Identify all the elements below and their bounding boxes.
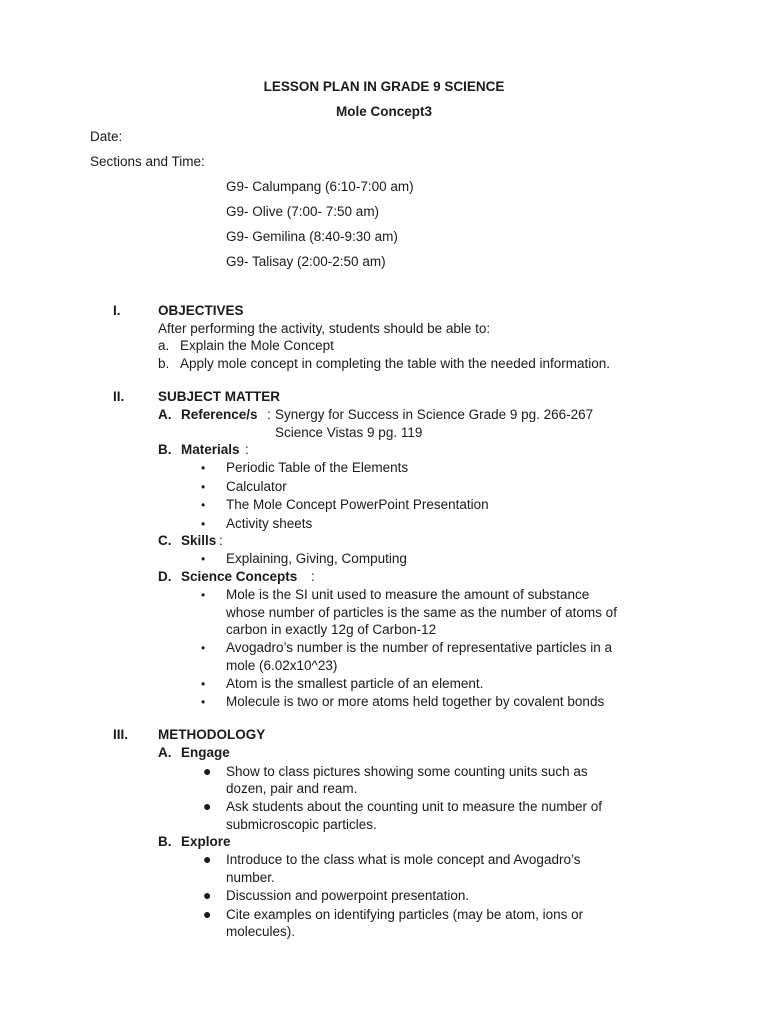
engage-letter: A. [158,745,172,760]
concept-line: Molecule is two or more atoms held together by covalent bonds [226,694,605,709]
date-label: Date: [90,129,123,144]
engage-line: dozen, pair and ream. [226,781,358,796]
skills-label: Skills [181,533,217,548]
explore-label: Explore [181,834,231,849]
bullet-icon: ● [203,798,212,814]
engage-line: submicroscopic particles. [226,817,377,832]
materials-separator: : [245,442,249,457]
objective-letter: a. [158,338,170,353]
material-item: The Mole Concept PowerPoint Presentation [226,497,489,512]
bullet-icon: • [201,498,206,512]
concept-line: whose number of particles is the same as the number of atoms of [226,605,617,620]
concepts-letter: D. [158,569,172,584]
explore-letter: B. [158,834,172,849]
explore-line: Cite examples on identifying particles (may be atom, ions or [226,907,584,922]
concept-line: Avogadro’s number is the number of representative particles in a [226,640,612,655]
bullet-icon: • [201,517,206,531]
concept-line: Atom is the smallest particle of an element. [226,676,484,691]
explore-line: molecules). [226,924,296,939]
materials-label: Materials [181,442,240,457]
material-item: Calculator [226,479,287,494]
objectives-heading: OBJECTIVES [158,303,244,318]
explore-line: number. [226,870,275,885]
bullet-icon: • [201,480,206,494]
document-title: LESSON PLAN IN GRADE 9 SCIENCE [263,79,505,94]
objective-text: Explain the Mole Concept [180,338,334,353]
engage-line: Show to class pictures showing some counting units such as [226,764,588,779]
section-line: G9- Gemilina (8:40-9:30 am) [226,229,398,244]
explore-line: Discussion and powerpoint presentation. [226,888,470,903]
methodology-heading: METHODOLOGY [158,727,266,742]
objective-letter: b. [158,356,170,371]
skill-item: Explaining, Giving, Computing [226,551,407,566]
section-numeral: II. [113,389,125,404]
skills-separator: : [219,533,223,548]
material-item: Activity sheets [226,516,313,531]
bullet-icon: • [201,552,206,566]
references-letter: A. [158,407,172,422]
bullet-icon: ● [203,887,212,903]
section-line: G9- Talisay (2:00-2:50 am) [226,254,386,269]
section-line: G9- Olive (7:00- 7:50 am) [226,204,380,219]
engage-label: Engage [181,745,230,760]
engage-line: Ask students about the counting unit to measure the number of [226,799,602,814]
bullet-icon: • [201,677,206,691]
concept-line: Mole is the SI unit used to measure the amount of substance [226,587,590,602]
bullet-icon: • [201,695,206,709]
concepts-separator: : [311,569,315,584]
references-separator: : [267,407,271,422]
concept-line: mole (6.02x10^23) [226,658,338,673]
references-label: Reference/s [181,407,258,422]
concepts-label: Science Concepts [181,569,298,584]
explore-line: Introduce to the class what is mole concept and Avogadro’s [226,852,581,867]
bullet-icon: ● [203,906,212,922]
bullet-icon: • [201,588,206,602]
section-numeral: I. [113,303,121,318]
objective-text: Apply mole concept in completing the table with the needed information. [180,356,611,371]
material-item: Periodic Table of the Elements [226,460,409,475]
materials-letter: B. [158,442,172,457]
objectives-intro: After performing the activity, students should be able to: [158,321,491,336]
reference-line: Synergy for Success in Science Grade 9 pg. 266-267 [275,407,594,422]
bullet-icon: ● [203,763,212,779]
bullet-icon: ● [203,851,212,867]
skills-letter: C. [158,533,172,548]
document-subtitle: Mole Concept3 [335,104,432,119]
sections-label: Sections and Time: [90,154,205,169]
section-numeral: III. [113,727,129,742]
bullet-icon: • [201,461,206,475]
concept-line: carbon in exactly 12g of Carbon-12 [226,622,437,637]
reference-line: Science Vistas 9 pg. 119 [275,425,423,440]
bullet-icon: • [201,641,206,655]
section-line: G9- Calumpang (6:10-7:00 am) [226,179,414,194]
subject-matter-heading: SUBJECT MATTER [158,389,281,404]
